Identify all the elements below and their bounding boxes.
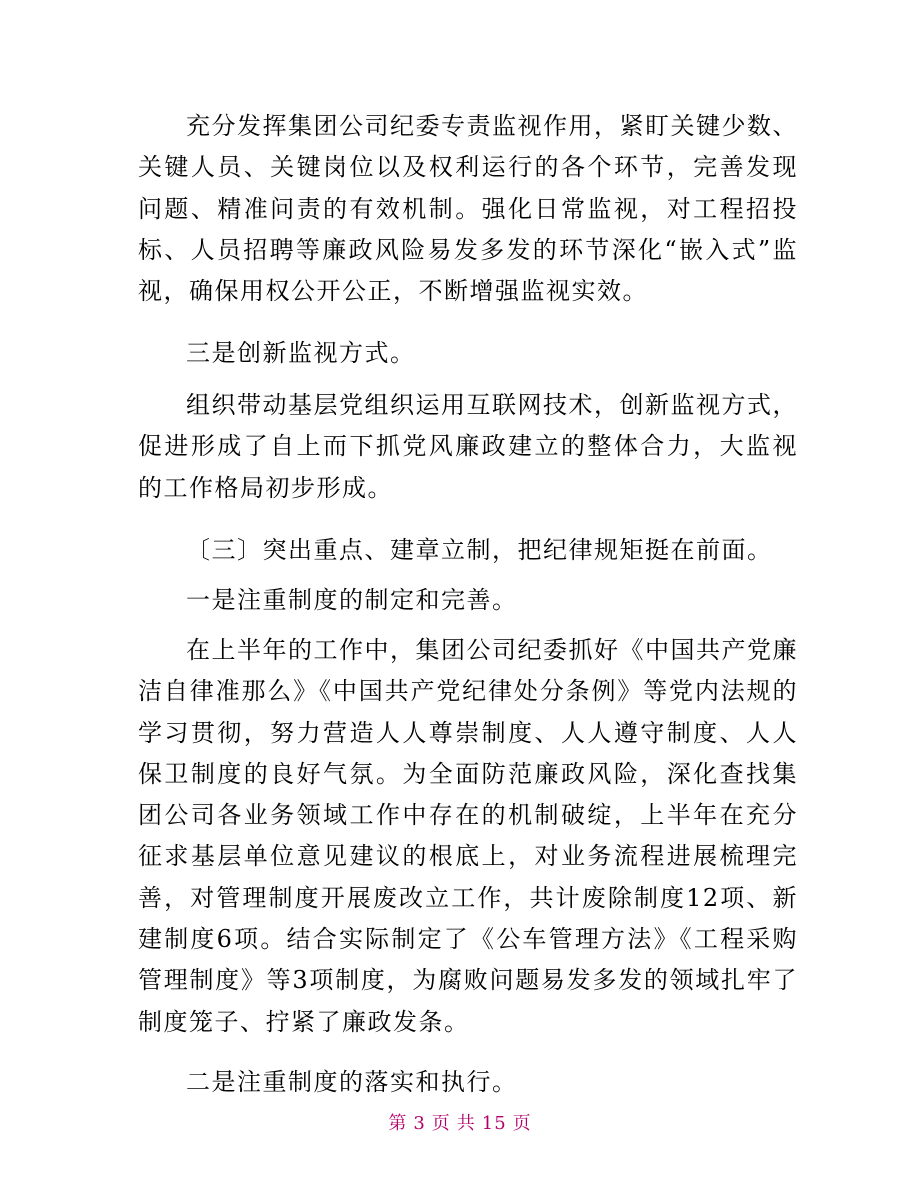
footer-page-word: 页 xyxy=(431,1113,451,1134)
page-footer xyxy=(0,1112,920,1136)
paragraph-first-half-work: 在上半年的工作中，集团公司纪委抓好《中国共产党廉洁自律准那么》《中国共产党纪律处分条例》等党内法规的学习贯彻，努力营造人人尊崇制度、人人遵守制度、人人保卫制度的良好气氛。为全面防范廉政风险，深化查找集团公司各业务领域工作中存在的机制破绽，上半年在充分征求基层单位意见建议的根底上，对业务流程进展梳理完善，对管理制度开展废改立工作，共计废除制度12项、新建制度6项。结合实际制定了《公车管理方法》《工程采购管理制度》等3项制度，为腐败问题易发多发的领域扎牢了制度笼子、拧紧了廉政发条。 xyxy=(138,636,798,1036)
footer-total-pages: 15 xyxy=(481,1113,507,1134)
paragraph-section-three-heading: 〔三〕突出重点、建章立制，把纪律规矩挺在前面。 xyxy=(186,536,773,564)
paragraph-heading-innovate-supervision: 三是创新监视方式。 xyxy=(186,339,416,367)
footer-prefix: 第 xyxy=(388,1113,408,1134)
footer-page-word-end: 页 xyxy=(512,1113,532,1134)
paragraph-heading-system-formulation: 一是注重制度的制定和完善。 xyxy=(186,586,518,614)
footer-total-prefix: 共 xyxy=(456,1113,476,1134)
paragraph-internet-technology: 组织带动基层党组织运用互联网技术，创新监视方式，促进形成了自上而下抓党风廉政建立的整体合力，大监视的工作格局初步形成。 xyxy=(138,391,798,502)
footer-current-page: 3 xyxy=(413,1113,426,1134)
paragraph-heading-system-implementation: 二是注重制度的落实和执行。 xyxy=(186,1068,518,1096)
paragraph-supervision-role: 充分发挥集团公司纪委专责监视作用，紧盯关键少数、关键人员、关键岗位以及权利运行的各个环节，完善发现问题、精准问责的有效机制。强化日常监视，对工程招投标、人员招聘等廉政风险易发多发的环节深化“嵌入式”监视，确保用权公开公正，不断增强监视实效。 xyxy=(138,112,798,306)
